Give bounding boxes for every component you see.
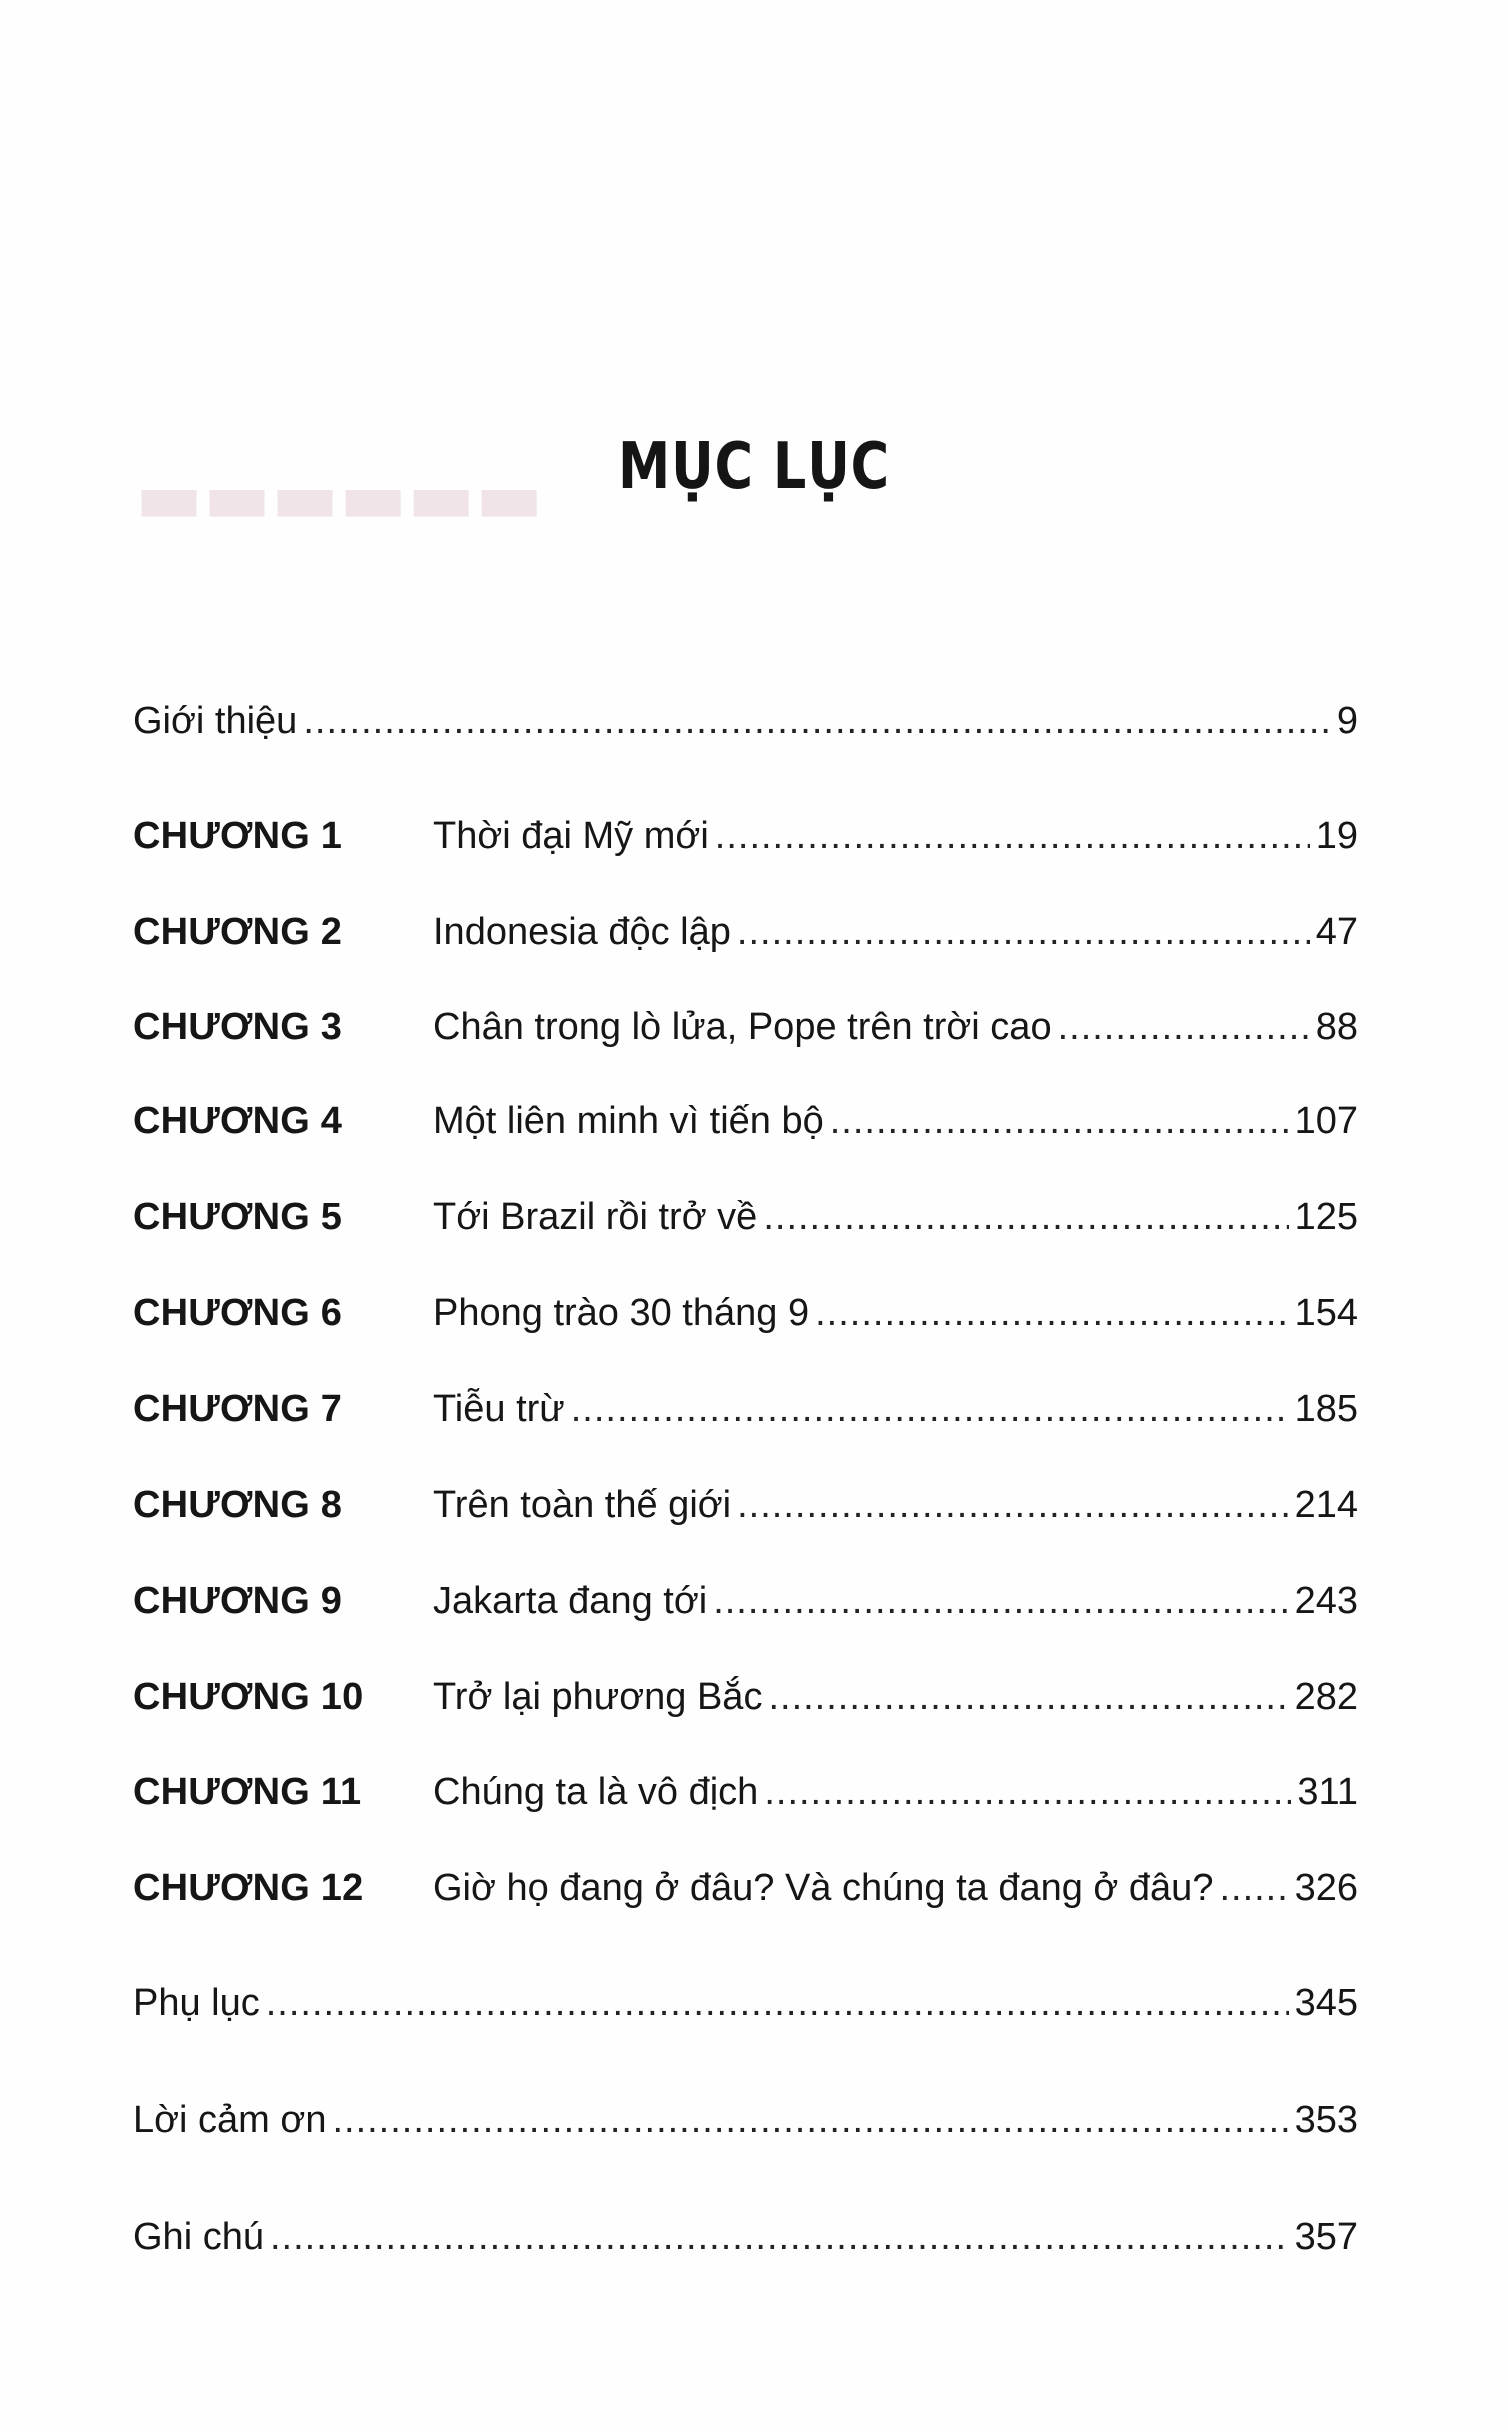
toc-page-number: 125 xyxy=(1294,1196,1358,1238)
chapter-label: CHƯƠNG 7 xyxy=(133,1388,343,1430)
toc-entry-title: Chân trong lò lửa, Pope trên trời cao xyxy=(433,1006,1052,1048)
dot-leader xyxy=(332,2099,1288,2142)
toc-page-number: 9 xyxy=(1336,700,1358,742)
toc-page-number: 357 xyxy=(1294,2216,1358,2258)
bleed-through-heading: ▬▬▬▬▬▬ xyxy=(135,455,544,539)
toc-entry-title: Phụ lục xyxy=(133,1982,260,2024)
toc-page-number: 326 xyxy=(1294,1867,1358,1909)
dot-leader xyxy=(830,1100,1289,1143)
dot-leader xyxy=(815,1292,1289,1335)
chapter-label: CHƯƠNG 12 xyxy=(133,1867,364,1909)
toc-page-number: 353 xyxy=(1294,2099,1358,2141)
toc-entry-title: Giờ họ đang ở đâu? Và chúng ta đang ở đâu? xyxy=(433,1867,1214,1909)
dot-leader xyxy=(737,1484,1288,1527)
toc-entry-title: Một liên minh vì tiến bộ xyxy=(433,1100,824,1142)
chapter-label: CHƯƠNG 9 xyxy=(133,1580,343,1622)
dot-leader xyxy=(270,2216,1289,2259)
toc-page-number: 214 xyxy=(1294,1484,1358,1526)
dot-leader xyxy=(713,1580,1288,1623)
dot-leader xyxy=(1219,1867,1288,1910)
dot-leader xyxy=(303,700,1331,743)
toc-entry-title: Indonesia độc lập xyxy=(433,911,731,953)
toc-entry-title: Tới Brazil rồi trở về xyxy=(433,1196,758,1238)
toc-entry-chapter-6 xyxy=(133,1292,1358,1348)
toc-page-number: 282 xyxy=(1294,1676,1358,1718)
toc-entry-chapter-1 xyxy=(133,815,1358,871)
dot-leader xyxy=(737,911,1310,954)
toc-entry-title: Lời cảm ơn xyxy=(133,2099,327,2141)
toc-page-number: 19 xyxy=(1315,815,1358,857)
dot-leader xyxy=(266,1982,1289,2025)
toc-entry-title: Tiễu trừ xyxy=(433,1388,565,1430)
toc-entry-title: Trở lại phương Bắc xyxy=(433,1676,763,1718)
toc-entry-chapter-4 xyxy=(133,1100,1358,1156)
toc-entry-title: Thời đại Mỹ mới xyxy=(433,815,709,857)
dot-leader xyxy=(763,1196,1288,1239)
toc-entry-title: Chúng ta là vô địch xyxy=(433,1771,759,1813)
toc-entry-chapter-7 xyxy=(133,1388,1358,1444)
dot-leader xyxy=(764,1771,1291,1814)
toc-entry-chapter-5 xyxy=(133,1196,1358,1252)
toc-page-number: 154 xyxy=(1294,1292,1358,1334)
toc-entry-chapter-8 xyxy=(133,1484,1358,1540)
chapter-label: CHƯƠNG 1 xyxy=(133,815,343,857)
toc-entry-chapter-10 xyxy=(133,1676,1358,1732)
toc-page-number: 311 xyxy=(1297,1771,1358,1813)
toc-page-number: 47 xyxy=(1315,911,1358,953)
page-title: MỤC LỤC xyxy=(618,430,890,504)
toc-entry-chapter-9 xyxy=(133,1580,1358,1636)
chapter-label: CHƯƠNG 5 xyxy=(133,1196,343,1238)
toc-entry-chapter-11 xyxy=(133,1771,1358,1827)
toc-entry-chapter-2 xyxy=(133,911,1358,967)
chapter-label: CHƯƠNG 8 xyxy=(133,1484,343,1526)
dot-leader xyxy=(571,1388,1289,1431)
toc-entry-chapter-12 xyxy=(133,1867,1358,1923)
chapter-label: CHƯƠNG 10 xyxy=(133,1676,364,1718)
toc-entry-title: Jakarta đang tới xyxy=(433,1580,708,1622)
dot-leader xyxy=(1058,1006,1310,1049)
chapter-label: CHƯƠNG 2 xyxy=(133,911,343,953)
dot-leader xyxy=(768,1676,1288,1719)
chapter-label: CHƯƠNG 3 xyxy=(133,1006,343,1048)
toc-page-number: 345 xyxy=(1294,1982,1358,2024)
toc-page-number: 243 xyxy=(1294,1580,1358,1622)
toc-entry-title: Ghi chú xyxy=(133,2216,264,2258)
toc-page-number: 107 xyxy=(1294,1100,1358,1142)
chapter-label: CHƯƠNG 11 xyxy=(133,1771,362,1813)
toc-entry-title: Phong trào 30 tháng 9 xyxy=(433,1292,810,1334)
toc-entry-notes xyxy=(133,2216,1358,2272)
toc-entry-introduction xyxy=(133,700,1358,756)
toc-entry-appendix xyxy=(133,1982,1358,2038)
chapter-label: CHƯƠNG 4 xyxy=(133,1100,343,1142)
toc-page-number: 88 xyxy=(1315,1006,1358,1048)
toc-page-number: 185 xyxy=(1294,1388,1358,1430)
toc-entry-acknowledgements xyxy=(133,2099,1358,2155)
toc-entry-title: Giới thiệu xyxy=(133,700,298,742)
toc-entry-title: Trên toàn thế giới xyxy=(433,1484,732,1526)
chapter-label: CHƯƠNG 6 xyxy=(133,1292,343,1334)
dot-leader xyxy=(715,815,1310,858)
toc-entry-chapter-3 xyxy=(133,1006,1358,1062)
